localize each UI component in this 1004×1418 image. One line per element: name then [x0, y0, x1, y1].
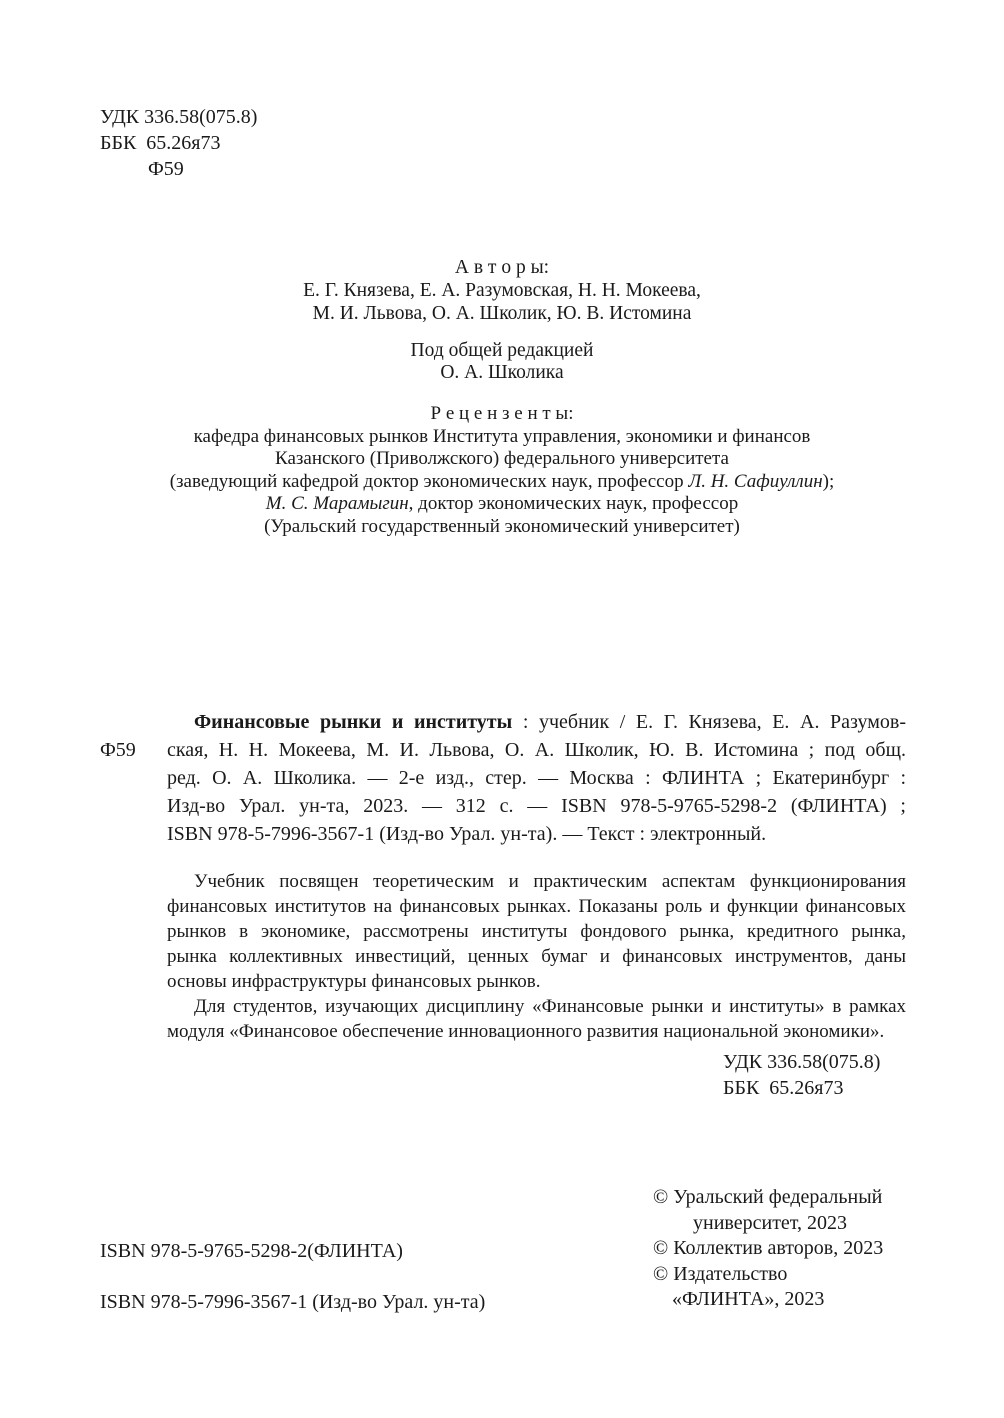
reviewers-line: Казанского (Приволжского) федерального университета	[275, 448, 729, 469]
bbk-code: ББК 65.26я73	[100, 132, 221, 154]
isbn-flinta: ISBN 978-5-9765-5298-2(ФЛИНТА)	[100, 1240, 403, 1262]
copyright-section	[653, 1185, 883, 1313]
author-sign-code: Ф59	[148, 158, 184, 180]
reviewers-line: кафедра финансовых рынков Института управления, экономики и финансов	[193, 425, 811, 447]
catalog-line: ред. О. А. Школика. — 2-е изд., стер. — Москва : ФЛИНТА ; Екатеринбург :	[167, 767, 906, 789]
bbk-code: ББК 65.26я73	[723, 1077, 844, 1099]
annotation-line: модуля «Финансовое обеспечение инновационного развития национальной экономики».	[167, 1021, 885, 1042]
copyright-line: © Уральский федеральный	[653, 1186, 883, 1208]
editor-name: О. А. Школика	[440, 362, 564, 383]
catalog-line: ская, Н. Н. Мокеева, М. И. Львова, О. А. Школик, Ю. В. Истомина ; под общ.	[167, 739, 906, 761]
catalog-line-rest: : учебник / Е. Г. Князева, Е. А. Разумов-	[512, 711, 906, 733]
annotation-line: Для студентов, изучающих дисциплину «Финансовые рынки и институты» в рамках	[194, 996, 906, 1017]
copyright-line: © Издательство	[653, 1262, 788, 1285]
authors-heading: А в т о р ы:	[454, 257, 550, 278]
authors-line: Е. Г. Князева, Е. А. Разумовская, Н. Н. Мокеева,	[303, 280, 701, 301]
annotation-line: рынка коллективных инвестиций, ценных бумаг и финансовых инструментов, даны	[167, 946, 906, 967]
reviewers-line: (Уральский государственный экономический университет)	[264, 515, 740, 537]
reviewer-name: М. С. Марамыгин	[265, 493, 409, 514]
reviewers-line	[0, 471, 1004, 494]
reviewers-heading: Р е ц е н з е н т ы:	[430, 403, 574, 424]
copyright-line: © Коллектив авторов, 2023	[653, 1237, 884, 1259]
udk-code: УДК 336.58(075.8)	[100, 106, 258, 128]
annotation-section	[167, 869, 906, 1044]
udk-code: УДК 336.58(075.8)	[723, 1051, 881, 1073]
editor-section	[0, 340, 1004, 384]
reviewer-role: (заведующий кафедрой доктор экономических наук, профессор	[169, 470, 689, 492]
book-title: Финансовые рынки и институты	[194, 711, 513, 733]
copyright-line: «ФЛИНТА», 2023	[672, 1288, 825, 1310]
copyright-line: университет, 2023	[693, 1211, 848, 1234]
editor-note: Под общей редакцией	[410, 340, 594, 361]
annotation-line: основы инфраструктуры финансовых рынков.	[167, 971, 541, 992]
annotation-line: рынков в экономике, рассмотрены институты фондового рынка, кредитного рынка,	[167, 921, 906, 942]
reviewer-role: , доктор экономических наук, профессор	[408, 493, 739, 514]
classification-codes-bottom	[723, 1049, 880, 1101]
catalog-line: Изд-во Урал. ун-та, 2023. — 312 с. — ISBN 978-5-9765-5298-2 (ФЛИНТА) ;	[167, 795, 906, 817]
annotation-line: финансовых институтов на финансовых рынках. Показаны роль и функции финансовых	[167, 896, 906, 917]
authors-line: М. И. Львова, О. А. Школик, Ю. В. Истомина	[312, 303, 692, 324]
annotation-line: Учебник посвящен теоретическим и практическим аспектам функционирования	[194, 871, 906, 892]
catalog-margin-code: Ф59	[100, 739, 136, 761]
reviewer-punct: );	[822, 470, 835, 492]
reviewers-section	[0, 403, 1004, 538]
classification-codes-top	[100, 104, 257, 182]
catalog-card	[167, 708, 906, 848]
catalog-line: ISBN 978-5-7996-3567-1 (Изд-во Урал. ун-та). — Текст : электронный.	[167, 823, 767, 845]
isbn-ural: ISBN 978-5-7996-3567-1 (Изд-во Урал. ун-та)	[100, 1291, 486, 1313]
reviewers-line	[0, 493, 1004, 516]
reviewer-name: Л. Н. Сафиуллин	[688, 470, 823, 492]
catalog-line	[167, 708, 906, 736]
authors-section	[0, 256, 1004, 325]
